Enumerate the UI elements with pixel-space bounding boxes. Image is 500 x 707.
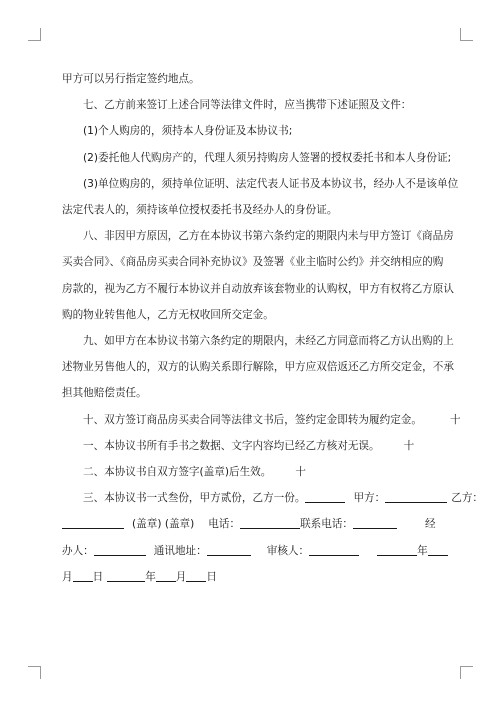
address-field[interactable] [207, 543, 251, 556]
reviewer-field[interactable] [309, 543, 359, 556]
clause-10-text: 十、双方签订商品房买卖合同等法律文书后，签约定金即转为履约定金。 [83, 413, 422, 426]
party-a-label: 甲方： [353, 492, 386, 505]
text-line: 房款的，视为乙方不履行本协议并自动放弃该套物业的认购权，甲方有权将乙方原认 [62, 282, 454, 295]
party-b-label: 乙方： [451, 492, 484, 505]
year-label: 年 [417, 544, 428, 557]
crop-mark-bottom-right [460, 666, 473, 679]
phone-label: 电话： [208, 518, 241, 531]
clause-7-item-3: (3)单位购房的，须持单位证明、法定代表人证书及本协议书，经办人不是该单位 [83, 177, 459, 190]
text-line: 甲方可以另行指定签约地点。 [62, 73, 200, 85]
reviewer-label: 审核人： [266, 544, 310, 557]
clause-8: 八、非因甲方原因，乙方在本协议书第六条约定的期限内未与甲方签订《商品房 [83, 230, 454, 243]
clause-7: 七、乙方前来签订上述合同等法律文件时，应当携带下述证照及文件： [83, 99, 412, 112]
contact-phone-field[interactable] [353, 516, 397, 529]
text-line: 述物业另售他人的，双方的认购关系即行解除，甲方应双倍返还乙方所交定金，不承 [62, 361, 454, 374]
crop-mark-bottom-left [28, 666, 41, 679]
document-body [62, 66, 484, 590]
day-field[interactable] [73, 569, 93, 582]
clause-13 [62, 485, 484, 511]
year-label-2: 年 [145, 570, 156, 583]
clause-7-item-2: (2)委托他人代购房产的，代理人须另持购房人签署的授权委托书和本人身份证; [83, 151, 452, 164]
year-field-2[interactable] [107, 569, 145, 582]
signature-line-2 [62, 538, 442, 564]
clause-11 [62, 433, 442, 459]
party-a-field[interactable] [385, 490, 447, 503]
clause-12 [62, 459, 442, 485]
text-line: 法定代表人的，须持该单位授权委托书及经办人的身份证。 [62, 204, 338, 217]
day-label: 日 [92, 570, 104, 583]
party-b-field[interactable] [62, 516, 124, 529]
year-field[interactable] [377, 543, 417, 556]
handler-label: 办人： [62, 544, 94, 557]
month-label: 月 [62, 570, 73, 583]
blank-line[interactable] [305, 490, 345, 503]
handler-field[interactable] [94, 543, 146, 556]
text-line: 担其他赔偿责任。 [62, 387, 147, 400]
signature-line-1 [62, 511, 442, 537]
text-line: 购的物业转售他人，乙方无权收回所交定金。 [62, 308, 274, 321]
clause-number-prefix: 十 [450, 413, 461, 426]
month-field-2[interactable] [156, 569, 176, 582]
clause-12-text: 二、本协议书自双方签字(盖章)后生效。 [83, 466, 272, 479]
clause-10 [62, 407, 461, 433]
clause-11-text: 一、本协议书所有手书之数据、文字内容均已经乙方核对无误。 [83, 439, 380, 452]
crop-mark-top-right [460, 28, 473, 41]
day-field-2[interactable] [186, 569, 206, 582]
month-label-2: 月 [175, 570, 187, 583]
address-label: 通讯地址： [153, 544, 207, 557]
phone-field[interactable] [240, 516, 300, 529]
day-label-2: 日 [206, 570, 217, 583]
contact-phone-label: 联系电话： [300, 518, 354, 531]
clause-number-prefix: 十 [403, 439, 415, 452]
clause-number-prefix: 十 [295, 466, 306, 479]
clause-7-item-1: (1)个人购房的，须持本人身份证及本协议书; [83, 125, 293, 138]
clause-9: 九、如甲方在本协议书第六条约定的期限内，未经乙方同意而将乙方认出购的上 [83, 335, 454, 348]
text-line: 买卖合同》、《商品房买卖合同补充协议》及签署《业主临时公约》并交纳相应的购 [62, 256, 444, 269]
text-fragment: 经 [425, 518, 436, 531]
clause-13-text: 三、本协议书一式叁份，甲方贰份，乙方一份。 [83, 492, 306, 505]
month-field[interactable] [428, 543, 448, 556]
date-line [62, 564, 442, 590]
crop-mark-top-left [28, 28, 41, 41]
seal-label: (盖章) (盖章) [132, 518, 195, 531]
